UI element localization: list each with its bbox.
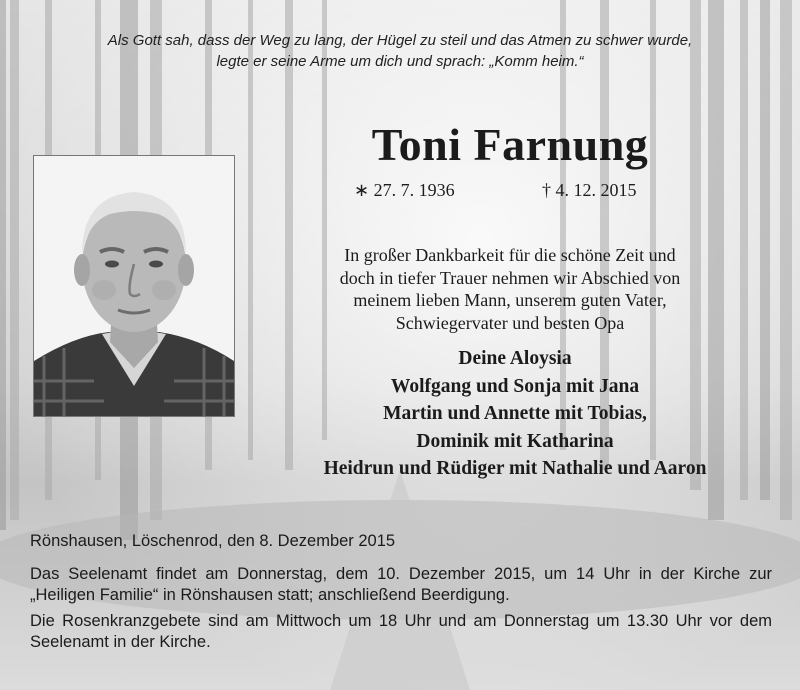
quote-line: legte er seine Arme um dich und sprach: „Komm heim.“	[216, 53, 584, 70]
funeral-mass-info: Das Seelenamt findet am Donnerstag, dem 10. Dezember 2015, um 14 Uhr in der Kirche zur „Heiligen Familie“ in Rönshausen statt; anschließend Beerdigung.	[30, 565, 772, 604]
mourners-list	[270, 345, 760, 483]
farewell-line: meinem lieben Mann, unserem guten Vater,	[353, 290, 667, 310]
death-date: † 4. 12. 2015	[542, 180, 637, 200]
mourner-entry: Martin und Annette mit Tobias,	[383, 403, 647, 424]
farewell-text	[300, 244, 720, 334]
place-and-date: Rönshausen, Löschenrod, den 8. Dezember 2015	[30, 532, 396, 550]
portrait-photo	[34, 156, 234, 416]
mourner-entry: Dominik mit Katharina	[416, 430, 614, 452]
quote-line: Als Gott sah, dass der Weg zu lang, der Hügel zu steil und das Atmen zu schwer wurde,	[107, 32, 693, 49]
mourner-entry: Wolfgang und Sonja mit Jana	[390, 375, 640, 397]
mourner-entry: Heidrun und Rüdiger mit Nathalie und Aaron	[323, 458, 707, 479]
farewell-line: doch in tiefer Trauer nehmen wir Abschied von	[339, 267, 681, 288]
mourner-entry: Deine Aloysia	[458, 348, 572, 369]
rosary-info: Die Rosenkranzgebete sind am Mittwoch um 18 Uhr und am Donnerstag um 13.30 Uhr vor dem Seelenamt in der Kirche.	[30, 612, 772, 651]
birth-date: ∗ 27. 7. 1936	[354, 180, 455, 200]
deceased-name: Toni Farnung	[371, 119, 649, 170]
farewell-line: Schwiegervater und besten Opa	[395, 312, 625, 333]
memorial-quote	[20, 30, 780, 72]
service-notice	[30, 564, 772, 658]
portrait-image	[34, 156, 234, 416]
farewell-line: In großer Dankbarkeit für die schöne Zeit und	[344, 245, 676, 265]
